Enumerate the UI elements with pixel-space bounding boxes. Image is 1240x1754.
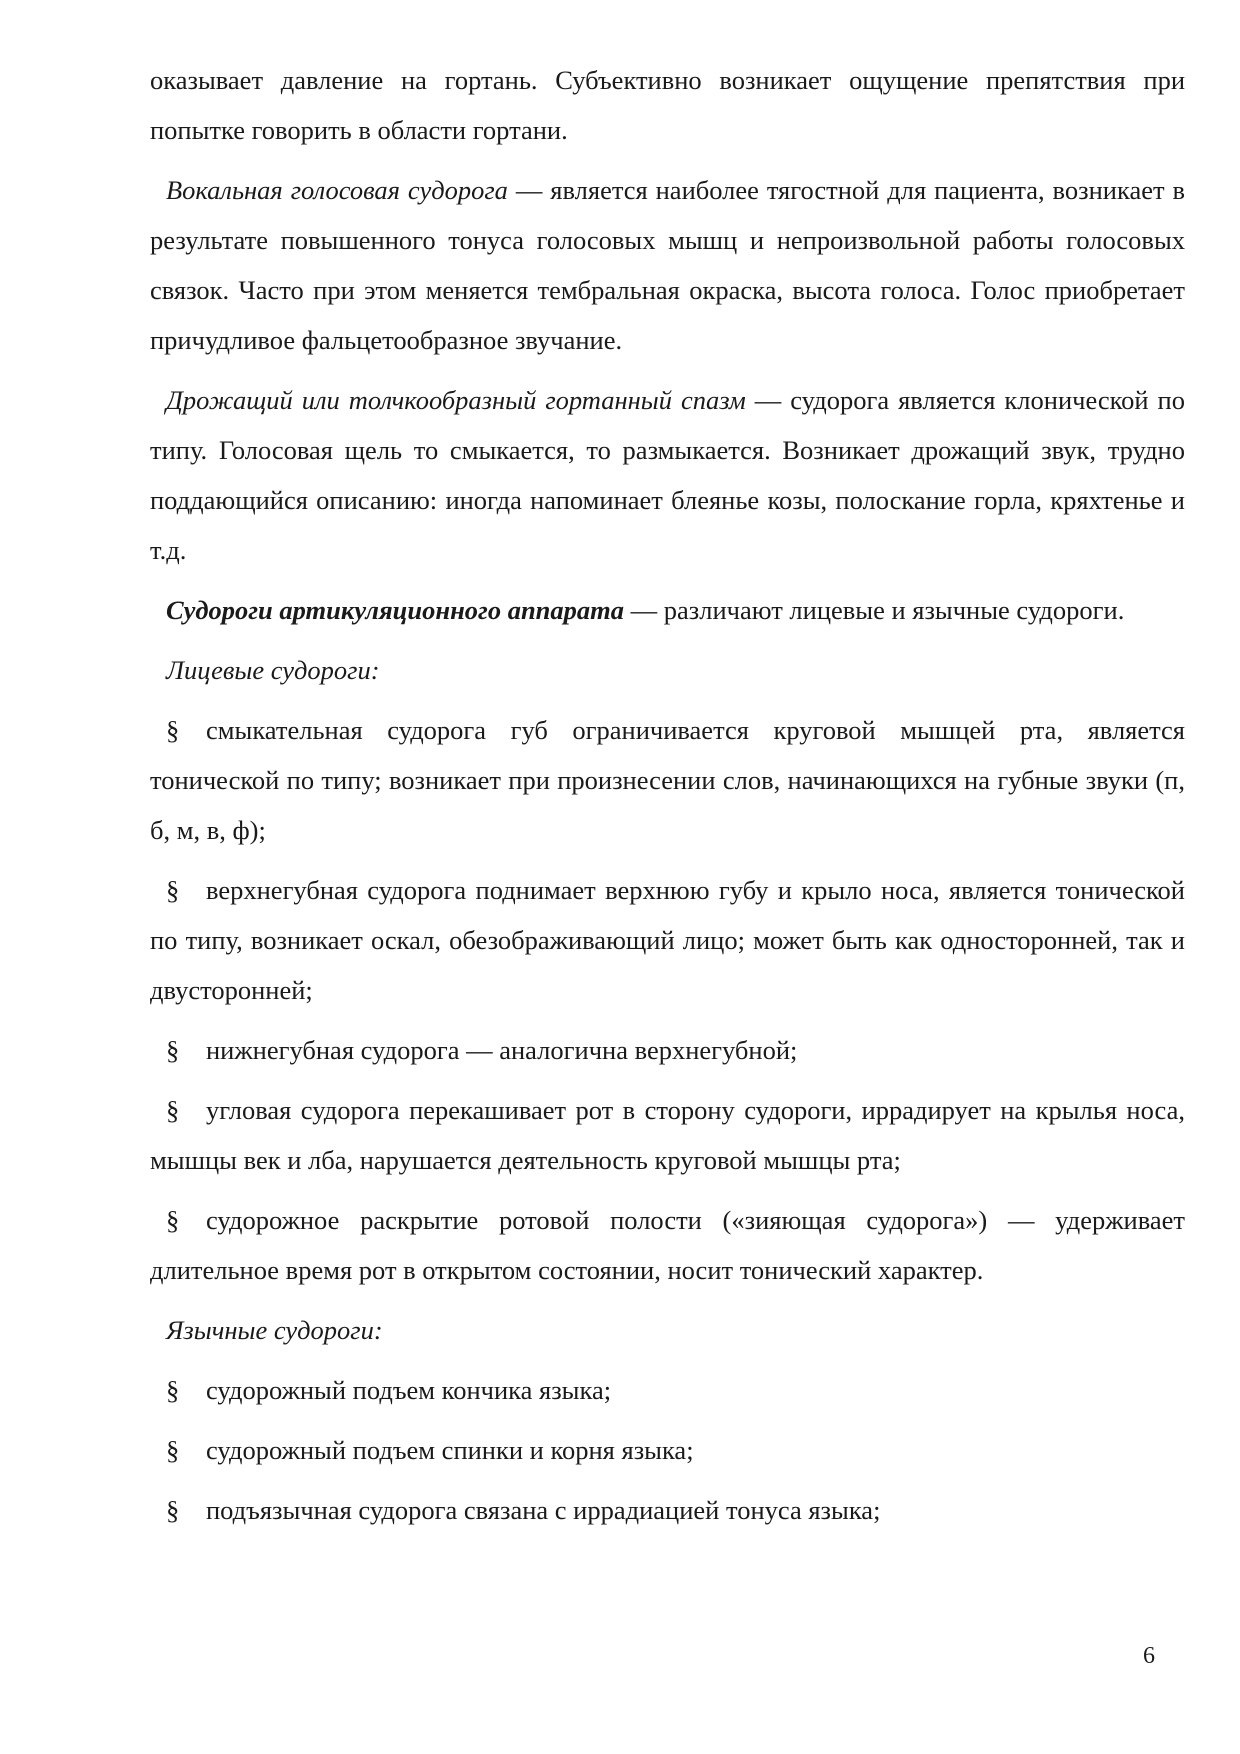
bullet-icon: § — [166, 715, 180, 745]
bullet-icon: § — [166, 1035, 180, 1065]
continuation-paragraph: оказывает давление на гортань. Субъективно возникает ощущение препятствия при попытке говорить в области гортани. — [150, 65, 1185, 145]
list-item — [150, 1085, 1185, 1185]
bullet-icon: § — [166, 1435, 180, 1465]
list-item-text: судорожное раскрытие ротовой полости («зияющая судорога») — удерживает длительное время рот в открытом состоянии, носит тонический характер. — [150, 1205, 1185, 1285]
articulation-spasm-term: Судороги артикуляционного аппарата — [166, 595, 625, 625]
page-body — [150, 55, 1185, 1535]
list-item — [150, 1485, 1185, 1535]
tremor-spasm-term: Дрожащий или толчкообразный гортанный спазм — [166, 385, 746, 415]
vocal-spasm-term: Вокальная голосовая судорога — [166, 175, 508, 205]
vocal-spasm-text: — является наиболее тягостной для пациента, возникает в результате повышенного тонуса голосовых мышц и непроизвольной работы голосовых связок. Часто при этом меняется тембральная окраска, высота голоса. Голос приобретает причудливое фальцетообразное звучание. — [150, 175, 1186, 355]
list-item-text: подъязычная судорога связана с иррадиацией тонуса языка; — [206, 1495, 881, 1525]
tremor-spasm-text: — судорога является клонической по типу. Голосовая щель то смыкается, то размыкается. Возникает дрожащий звук, трудно поддающийся описанию: иногда напоминает блеянье козы, полоскание горла, кряхтенье и т.д. — [150, 385, 1185, 565]
lingual-spasms-heading: Язычные судороги: — [166, 1315, 383, 1345]
facial-spasms-heading: Лицевые судороги: — [166, 655, 380, 685]
bullet-icon: § — [166, 875, 180, 905]
bullet-icon: § — [166, 1495, 180, 1525]
list-item — [150, 1425, 1185, 1475]
articulation-spasm-paragraph — [150, 585, 1185, 635]
page-number: 6 — [1143, 1643, 1155, 1669]
list-item — [150, 1365, 1185, 1415]
vocal-spasm-paragraph — [150, 165, 1185, 365]
bullet-icon: § — [166, 1095, 180, 1125]
bullet-icon: § — [166, 1205, 180, 1235]
list-item-text: нижнегубная судорога — аналогична верхнегубной; — [206, 1035, 798, 1065]
articulation-spasm-text: — различают лицевые и язычные судороги. — [624, 595, 1125, 625]
list-item-text: судорожный подъем спинки и корня языка; — [206, 1435, 694, 1465]
bullet-icon: § — [166, 1375, 180, 1405]
list-item-text: смыкательная судорога губ ограничивается круговой мышцей рта, является тонической по типу; возникает при произнесении слов, начинающихся на губные звуки (п, б, м, в, ф); — [150, 715, 1185, 845]
list-item-text: угловая судорога перекашивает рот в сторону судороги, иррадирует на крылья носа, мышцы век и лба, нарушается деятельность круговой мышцы рта; — [150, 1095, 1185, 1175]
list-item — [150, 865, 1185, 1015]
list-item — [150, 1025, 1185, 1075]
list-item-text: судорожный подъем кончика языка; — [206, 1375, 612, 1405]
tremor-spasm-paragraph — [150, 375, 1185, 575]
list-item — [150, 705, 1185, 855]
list-item-text: верхнегубная судорога поднимает верхнюю губу и крыло носа, является тонической по типу, возникает оскал, обезображивающий лицо; может быть как односторонней, так и двусторонней; — [150, 875, 1185, 1005]
list-item — [150, 1195, 1185, 1295]
